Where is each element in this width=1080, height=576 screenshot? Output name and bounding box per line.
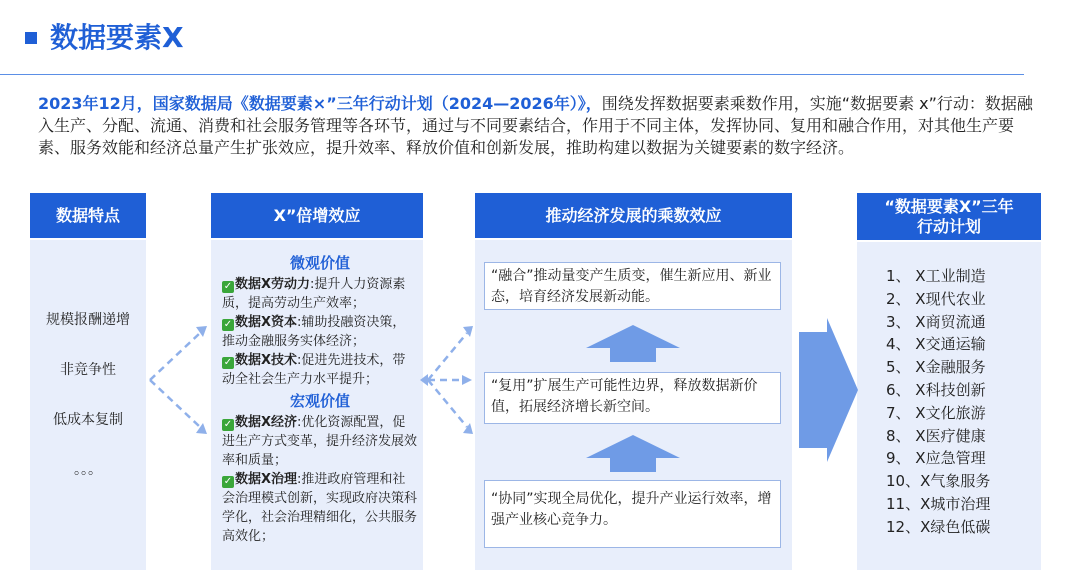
check-icon: ✓: [223, 281, 233, 292]
list-item: ✓ 数据X劳动力:提升人力资源素质，提高劳动生产效率；: [222, 277, 406, 311]
list-item: 非竞争性: [60, 362, 116, 378]
list-item: 2、 X现代农业: [886, 289, 986, 308]
col2-content: [222, 251, 418, 546]
list-item: 规模报酬递增: [46, 312, 130, 328]
list-item: 。。。: [74, 462, 102, 478]
dashed-arrow-icon: [150, 333, 200, 427]
list-item: 3、 X商贸流通: [886, 312, 986, 331]
macro-title: 宏观价值: [289, 392, 350, 410]
title-square-icon: [25, 32, 37, 44]
arrowhead-icon: [463, 423, 473, 434]
effect-box-synergy: “协同”实现全局优化，提升产业运行效率，增强产业核心竞争力。: [484, 480, 781, 548]
check-icon: ✓: [223, 357, 233, 368]
list-item: ✓ 数据X经济:优化资源配置，促进生产方式变革，提升经济发展效率和质量；: [222, 415, 418, 468]
list-item: 低成本复制: [53, 412, 123, 428]
col4-list: [886, 265, 990, 539]
list-item: 4、 X交通运输: [886, 335, 986, 354]
list-item: ✓ 数据X治理:推进政府管理和社会治理模式创新，实现政府决策科学化，社会治理精细化，公共服务高效化；: [222, 472, 418, 544]
micro-title: 微观价值: [289, 254, 350, 272]
list-item: ✓ 数据X资本:辅助投融资决策，推动金融服务实体经济；: [222, 315, 406, 349]
check-icon: ✓: [223, 419, 233, 430]
list-item: 12、X绿色低碳: [886, 517, 991, 536]
col1-header: 数据特点: [30, 193, 146, 238]
list-item: 7、 X文化旅游: [886, 403, 986, 422]
page-title: 数据要素X: [50, 21, 184, 54]
effect-box-reuse: “复用”扩展生产可能性边界，释放数据新价值，拓展经济增长新空间。: [484, 372, 781, 424]
title-divider: [0, 74, 1024, 75]
list-item: ✓ 数据X技术:促进先进技术，带动全社会生产力水平提升；: [222, 353, 406, 387]
intro-paragraph: [38, 93, 1038, 159]
check-icon: ✓: [223, 319, 233, 330]
list-item: 11、X城市治理: [886, 494, 991, 513]
col1-list: [30, 310, 146, 510]
right-arrow-icon: [799, 318, 858, 462]
effect-box-fusion: “融合”推动量变产生质变，催生新应用、新业态，培育经济发展新动能。: [484, 262, 781, 310]
list-item: 10、X气象服务: [886, 472, 991, 491]
intro-body: 围绕发挥数据要素乘数作用，实施“数据要素 x”行动：数据融入生产、分配、流通、消费和社会服务管理等各环节，通过与不同要素结合，作用于不同主体，发挥协同、复用和融合作用，对其他生产要素、服务效能和经济总量产生扩张效应，提升效率、释放价值和创新发展，推助构建以数据为关键要素的数字经济。: [38, 94, 1033, 157]
intro-highlight: 2023年12月，国家数据局《数据要素×”三年行动计划（2024—2026年）》，: [38, 94, 602, 113]
list-item: 8、 X医疗健康: [886, 426, 986, 445]
list-item: 5、 X金融服务: [886, 358, 986, 377]
header: [0, 0, 1080, 80]
col2-header: X”倍增效应: [211, 193, 423, 238]
list-item: 6、 X科技创新: [886, 380, 986, 399]
col3-header: 推动经济发展的乘数效应: [475, 193, 792, 238]
check-icon: ✓: [223, 476, 233, 487]
arrowhead-icon: [462, 375, 472, 385]
list-item: 1、 X工业制造: [886, 267, 986, 285]
list-item: 9、 X应急管理: [886, 449, 986, 468]
dashed-arrow-icon: [428, 333, 467, 427]
col4-header: “数据要素X”三年 行动计划: [857, 193, 1041, 240]
arrowhead-icon: [463, 326, 473, 337]
arrowhead-icon: [196, 423, 207, 434]
arrowhead-icon: [196, 326, 207, 337]
